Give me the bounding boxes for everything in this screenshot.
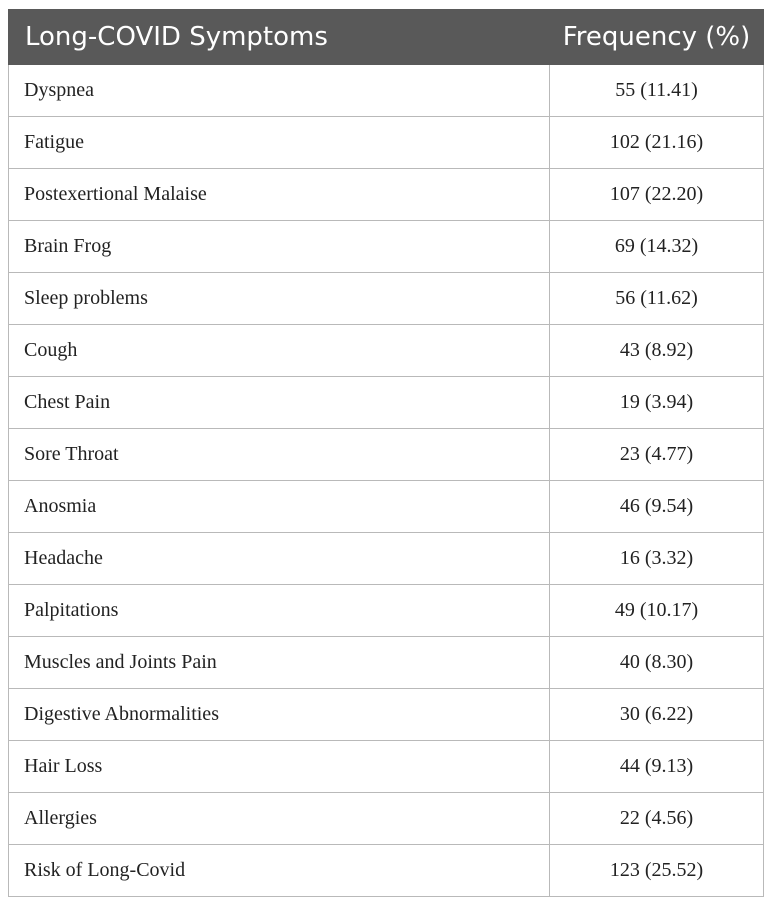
table-row	[9, 533, 764, 585]
table-row	[9, 741, 764, 793]
symptom-cell: Digestive Abnormalities	[9, 689, 550, 741]
frequency-cell: 123 (25.52)	[550, 845, 764, 897]
frequency-cell: 107 (22.20)	[550, 169, 764, 221]
symptom-cell: Brain Frog	[9, 221, 550, 273]
table-row	[9, 221, 764, 273]
symptom-cell: Risk of Long-Covid	[9, 845, 550, 897]
table-header	[9, 10, 764, 65]
symptom-cell: Fatigue	[9, 117, 550, 169]
symptom-cell: Postexertional Malaise	[9, 169, 550, 221]
frequency-cell: 69 (14.32)	[550, 221, 764, 273]
frequency-cell: 56 (11.62)	[550, 273, 764, 325]
frequency-cell: 19 (3.94)	[550, 377, 764, 429]
table-row	[9, 65, 764, 117]
symptom-cell: Chest Pain	[9, 377, 550, 429]
symptom-cell: Muscles and Joints Pain	[9, 637, 550, 689]
symptoms-table	[8, 9, 764, 897]
symptom-cell: Cough	[9, 325, 550, 377]
frequency-cell: 55 (11.41)	[550, 65, 764, 117]
symptom-cell: Sore Throat	[9, 429, 550, 481]
table-row	[9, 585, 764, 637]
table-row	[9, 377, 764, 429]
frequency-cell: 30 (6.22)	[550, 689, 764, 741]
symptom-cell: Dyspnea	[9, 65, 550, 117]
symptom-cell: Palpitations	[9, 585, 550, 637]
frequency-cell: 22 (4.56)	[550, 793, 764, 845]
symptom-cell: Anosmia	[9, 481, 550, 533]
header-frequency: Frequency (%)	[550, 10, 764, 65]
table-row	[9, 273, 764, 325]
frequency-cell: 46 (9.54)	[550, 481, 764, 533]
frequency-cell: 23 (4.77)	[550, 429, 764, 481]
frequency-cell: 43 (8.92)	[550, 325, 764, 377]
symptom-cell: Hair Loss	[9, 741, 550, 793]
table-body	[9, 65, 764, 897]
header-row	[9, 10, 764, 65]
table-row	[9, 481, 764, 533]
symptoms-table-container	[8, 9, 763, 897]
table-row	[9, 169, 764, 221]
table-row	[9, 325, 764, 377]
symptom-cell: Sleep problems	[9, 273, 550, 325]
table-row	[9, 793, 764, 845]
frequency-cell: 102 (21.16)	[550, 117, 764, 169]
table-row	[9, 637, 764, 689]
symptom-cell: Headache	[9, 533, 550, 585]
header-symptom: Long-COVID Symptoms	[9, 10, 550, 65]
table-row	[9, 117, 764, 169]
table-row	[9, 429, 764, 481]
frequency-cell: 40 (8.30)	[550, 637, 764, 689]
table-row	[9, 845, 764, 897]
symptom-cell: Allergies	[9, 793, 550, 845]
table-row	[9, 689, 764, 741]
frequency-cell: 44 (9.13)	[550, 741, 764, 793]
frequency-cell: 16 (3.32)	[550, 533, 764, 585]
frequency-cell: 49 (10.17)	[550, 585, 764, 637]
